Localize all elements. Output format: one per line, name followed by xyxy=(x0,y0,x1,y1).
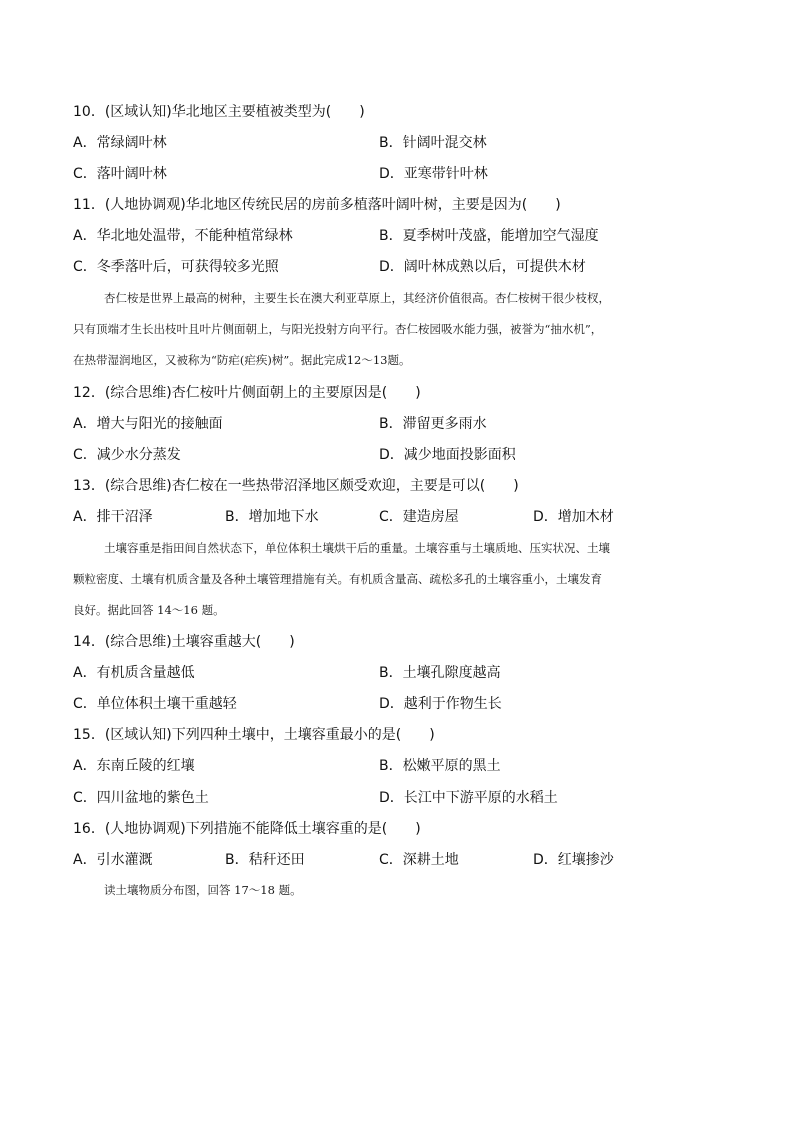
question-15-option-b: B．松嫩平原的黑土 xyxy=(379,758,501,774)
question-14-option-a: A．有机质含量越低 xyxy=(73,665,195,681)
passage-2-line-2: 颗粒密度、土壤有机质含量及各种土壤管理措施有关。有机质含量高、疏松多孔的土壤容重小，土壤发育 xyxy=(73,572,602,586)
question-12-stem: 12．(综合思维)杏仁桉叶片侧面朝上的主要原因是( ) xyxy=(73,385,421,401)
question-16-stem: 16．(人地协调观)下列措施不能降低土壤容重的是( ) xyxy=(73,821,421,837)
question-15-options-row-2 xyxy=(73,789,753,807)
question-10-stem: 10．(区域认知)华北地区主要植被类型为( ) xyxy=(73,104,365,120)
question-13-option-b: B．增加地下水 xyxy=(225,509,319,525)
question-13-option-d: D．增加木材 xyxy=(533,509,614,525)
question-13-option-c: C．建造房屋 xyxy=(379,509,459,525)
question-10-option-a: A．常绿阔叶林 xyxy=(73,135,167,151)
question-11-option-b: B．夏季树叶茂盛，能增加空气湿度 xyxy=(379,228,599,244)
question-12-option-c: C．减少水分蒸发 xyxy=(73,447,181,463)
passage-3-line-1: 读土壤物质分布图，回答 17～18 题。 xyxy=(104,883,302,897)
passage-1-line-3: 在热带湿润地区，又被称为“防疟(疟疾)树”。据此完成12～13题。 xyxy=(73,353,411,367)
question-15-option-c: C．四川盆地的紫色土 xyxy=(73,790,209,806)
question-16-option-a: A．引水灌溉 xyxy=(73,852,153,868)
question-10-options-row-2 xyxy=(73,165,753,183)
question-14-option-b: B．土壤孔隙度越高 xyxy=(379,665,501,681)
question-13-stem: 13．(综合思维)杏仁桉在一些热带沼泽地区颇受欢迎，主要是可以( ) xyxy=(73,478,519,494)
question-10-option-b: B．针阔叶混交林 xyxy=(379,135,487,151)
question-12-option-a: A．增大与阳光的接触面 xyxy=(73,416,223,432)
question-12-option-d: D．减少地面投影面积 xyxy=(379,447,516,463)
question-14-option-d: D．越利于作物生长 xyxy=(379,696,502,712)
passage-1-line-2: 只有顶端才生长出枝叶且叶片侧面朝上，与阳光投射方向平行。杏仁桉园吸水能力强，被誉为“抽水机”， xyxy=(73,322,603,336)
question-11-stem: 11．(人地协调观)华北地区传统民居的房前多植落叶阔叶树，主要是因为( ) xyxy=(73,197,561,213)
question-12-options-row-1 xyxy=(73,415,753,433)
question-15-option-d: D．长江中下游平原的水稻土 xyxy=(379,790,558,806)
question-12-options-row-2 xyxy=(73,446,753,464)
question-15-option-a: A．东南丘陵的红壤 xyxy=(73,758,195,774)
passage-2-line-3: 良好。据此回答 14～16 题。 xyxy=(73,603,225,617)
question-10-option-c: C．落叶阔叶林 xyxy=(73,166,167,182)
question-11-option-d: D．阔叶林成熟以后，可提供木材 xyxy=(379,259,586,275)
question-11-option-a: A．华北地处温带，不能种植常绿林 xyxy=(73,228,293,244)
question-11-options-row-1 xyxy=(73,227,753,245)
question-11-option-c: C．冬季落叶后，可获得较多光照 xyxy=(73,259,279,275)
question-10-option-d: D．亚寒带针叶林 xyxy=(379,166,488,182)
question-14-stem: 14．(综合思维)土壤容重越大( ) xyxy=(73,634,295,650)
passage-2-line-1: 土壤容重是指田间自然状态下，单位体积土壤烘干后的重量。土壤容重与土壤质地、压实状况、土壤 xyxy=(104,541,610,555)
passage-1-line-1: 杏仁桉是世界上最高的树种，主要生长在澳大利亚草原上，其经济价值很高。杏仁桉树干很少枝杈， xyxy=(104,291,610,305)
question-10-options-row-1 xyxy=(73,134,753,152)
question-14-option-c: C．单位体积土壤干重越轻 xyxy=(73,696,237,712)
question-13-option-a: A．排干沼泽 xyxy=(73,509,153,525)
question-14-options-row-1 xyxy=(73,664,753,682)
question-16-option-b: B．秸秆还田 xyxy=(225,852,305,868)
question-16-option-d: D．红壤掺沙 xyxy=(533,852,614,868)
question-15-options-row-1 xyxy=(73,757,753,775)
question-15-stem: 15．(区域认知)下列四种土壤中，土壤容重最小的是( ) xyxy=(73,727,435,743)
question-12-option-b: B．滞留更多雨水 xyxy=(379,416,487,432)
question-14-options-row-2 xyxy=(73,695,753,713)
question-13-options-row xyxy=(73,508,753,526)
question-16-options-row xyxy=(73,851,753,869)
question-11-options-row-2 xyxy=(73,258,753,276)
question-16-option-c: C．深耕土地 xyxy=(379,852,459,868)
